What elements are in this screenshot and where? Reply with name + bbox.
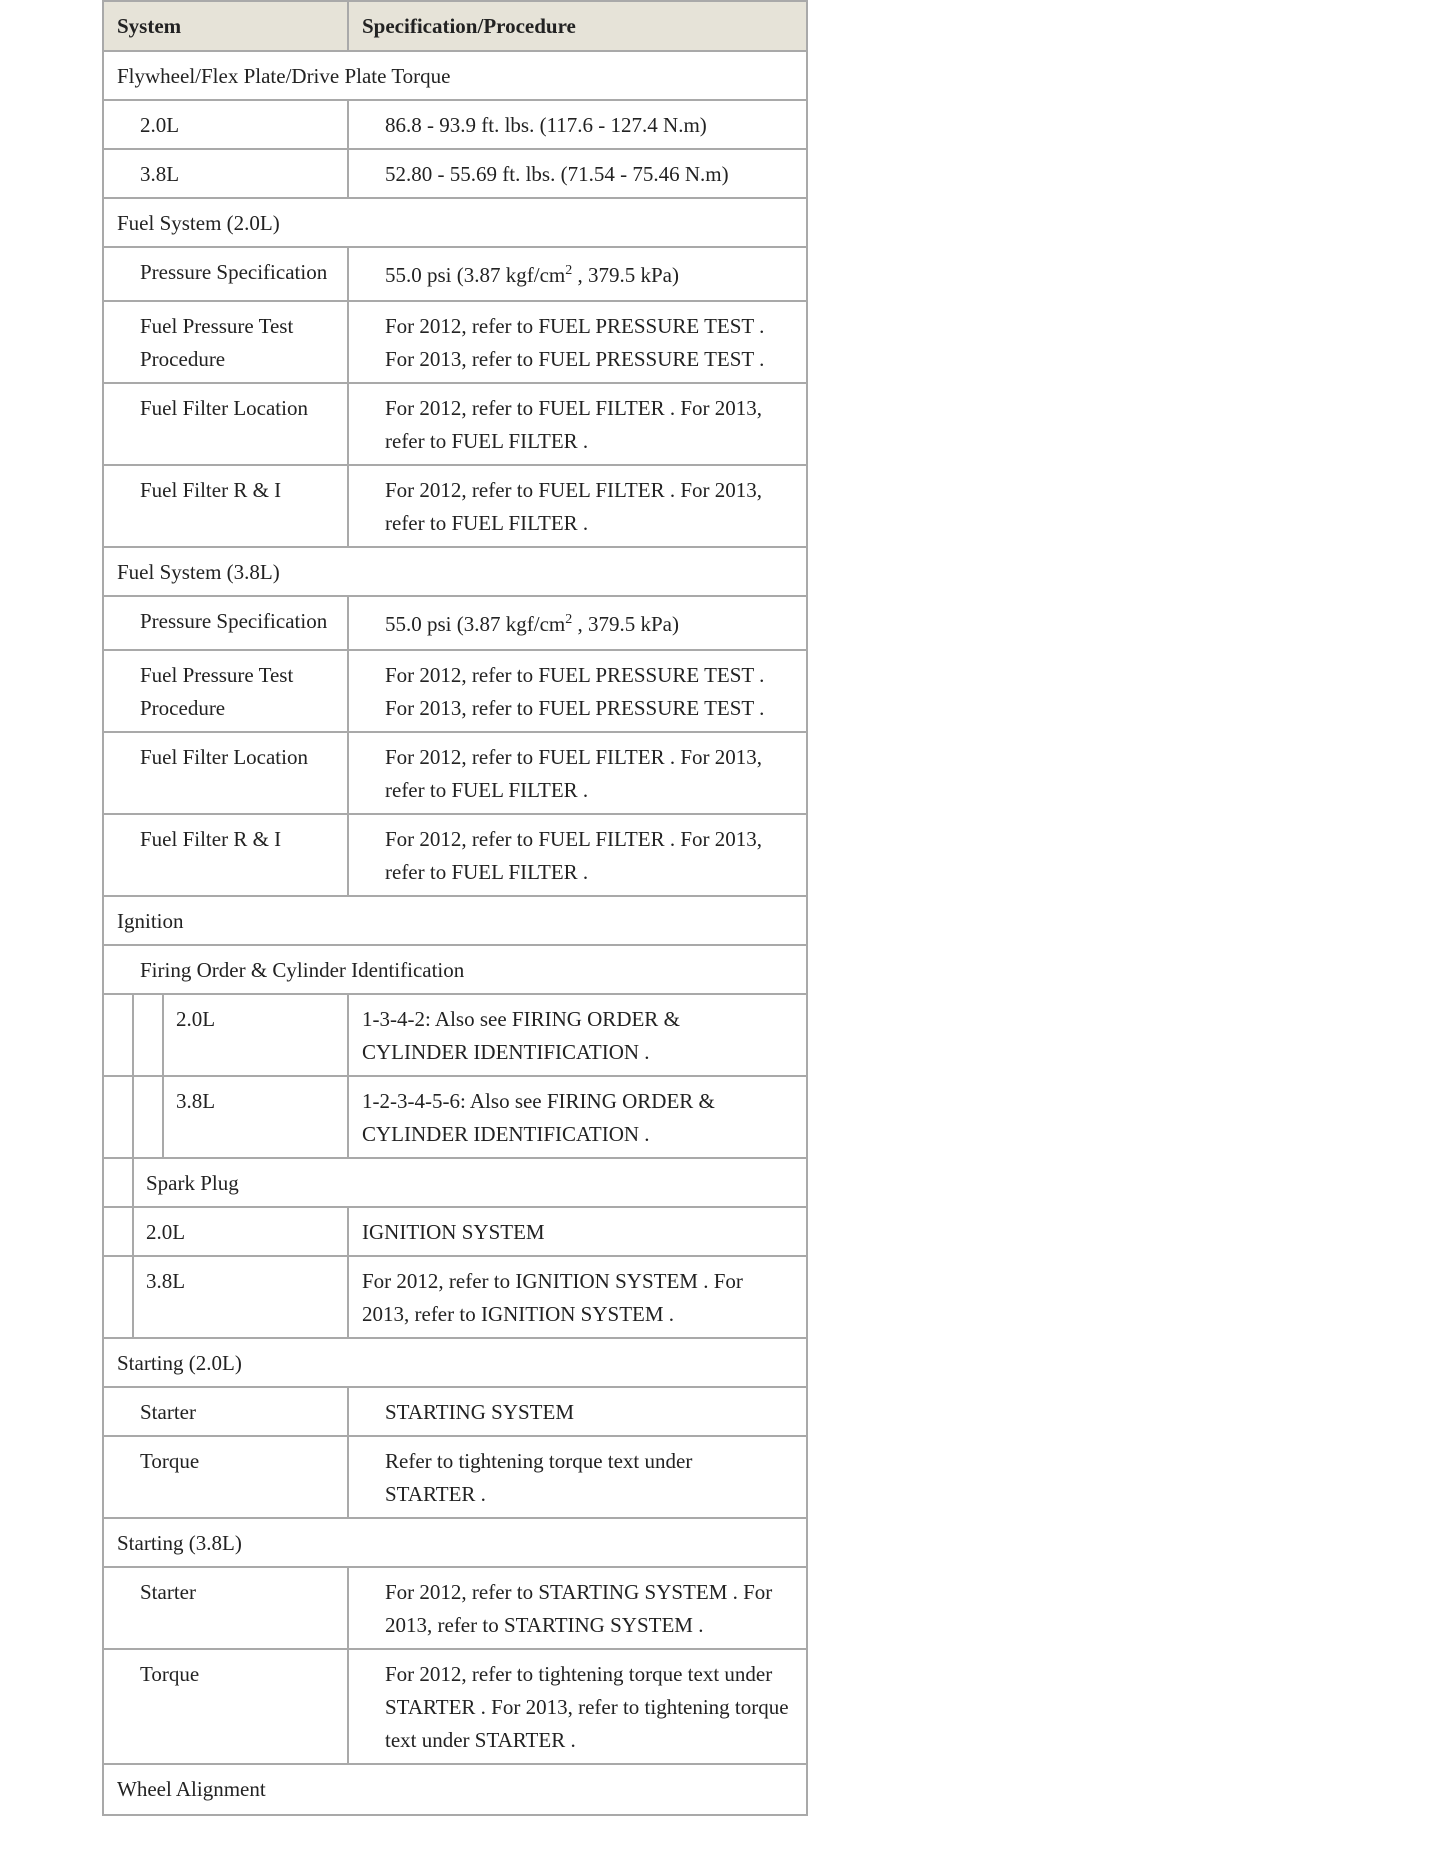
section-title: Starting (3.8L) [117, 1531, 242, 1555]
table-row [104, 150, 806, 199]
superscript: 2 [565, 263, 573, 278]
subsection-row-firing-order [104, 946, 806, 995]
system-cell: Fuel Filter Location [104, 733, 349, 813]
table-header-row [104, 2, 806, 52]
section-title: Flywheel/Flex Plate/Drive Plate Torque [117, 64, 451, 88]
section-row-starting-20 [104, 1339, 806, 1388]
system-cell: Fuel Filter R & I [104, 466, 349, 546]
header-spec: Specification/Procedure [362, 14, 576, 38]
table-row [104, 995, 806, 1077]
table-row [104, 101, 806, 150]
spec-cell: For 2012, refer to STARTING SYSTEM . For 2013, refer to STARTING SYSTEM . [385, 1580, 773, 1637]
section-title: Ignition [117, 909, 184, 933]
system-cell: Fuel Pressure Test Procedure [104, 302, 349, 382]
spec-cell: For 2012, refer to IGNITION SYSTEM . For 2013, refer to IGNITION SYSTEM . [362, 1269, 743, 1326]
table-row [104, 248, 806, 302]
section-title: Wheel Alignment [117, 1777, 266, 1801]
spec-cell: 1-2-3-4-5-6: Also see FIRING ORDER & CYLINDER IDENTIFICATION . [362, 1089, 715, 1146]
spec-cell: For 2012, refer to tightening torque text under STARTER . For 2013, refer to tightening torque text under STARTER . [385, 1662, 789, 1752]
system-cell: Fuel Filter Location [104, 384, 349, 464]
spec-cell: For 2012, refer to FUEL FILTER . For 2013, refer to FUEL FILTER . [385, 745, 763, 802]
subsection-row-spark-plug [104, 1159, 806, 1208]
spec-cell: For 2012, refer to FUEL PRESSURE TEST . For 2013, refer to FUEL PRESSURE TEST . [385, 314, 765, 371]
nest-divider [132, 1077, 134, 1157]
nest-divider [162, 1077, 164, 1157]
table-row [104, 1077, 806, 1159]
system-cell: Fuel Filter R & I [104, 815, 349, 895]
spec-cell: 86.8 - 93.9 ft. lbs. (117.6 - 127.4 N.m) [385, 113, 707, 137]
spec-cell: IGNITION SYSTEM [362, 1220, 545, 1244]
pressure-value-rest: , 379.5 kPa) [572, 612, 679, 636]
spec-cell: For 2012, refer to FUEL FILTER . For 2013, refer to FUEL FILTER . [385, 478, 763, 535]
spec-cell: For 2012, refer to FUEL FILTER . For 2013, refer to FUEL FILTER . [385, 827, 763, 884]
header-system: System [104, 2, 349, 50]
section-row-fuel-38 [104, 548, 806, 597]
system-cell: Fuel Pressure Test Procedure [104, 651, 349, 731]
system-cell: Torque [104, 1437, 349, 1517]
section-row-fuel-20 [104, 199, 806, 248]
table-row [104, 1437, 806, 1519]
table-row [104, 1388, 806, 1437]
section-title: Starting (2.0L) [117, 1351, 242, 1375]
table-row [104, 1650, 806, 1765]
table-row [104, 466, 806, 548]
spec-cell [349, 248, 806, 300]
system-cell: 3.8L [104, 1077, 349, 1157]
superscript: 2 [565, 612, 573, 627]
pressure-value: 55.0 psi (3.87 kgf/cm [385, 263, 566, 287]
table-row [104, 1208, 806, 1257]
spec-cell: Refer to tightening torque text under STARTER . [385, 1449, 693, 1506]
section-row-wheel-alignment [104, 1765, 806, 1814]
spec-cell: 52.80 - 55.69 ft. lbs. (71.54 - 75.46 N.m) [385, 162, 729, 186]
table-row [104, 1568, 806, 1650]
table-row [104, 815, 806, 897]
system-cell: Starter [104, 1388, 349, 1435]
system-cell: 3.8L [104, 150, 349, 197]
spec-cell: 1-3-4-2: Also see FIRING ORDER & CYLINDER IDENTIFICATION . [362, 1007, 680, 1064]
spec-cell: For 2012, refer to FUEL FILTER . For 2013, refer to FUEL FILTER . [385, 396, 763, 453]
subsection-title: Spark Plug [146, 1171, 239, 1195]
system-cell: 3.8L [104, 1257, 349, 1337]
table-row [104, 1257, 806, 1339]
system-cell: Torque [104, 1650, 349, 1763]
pressure-value-rest: , 379.5 kPa) [572, 263, 679, 287]
section-row-flywheel [104, 52, 806, 101]
pressure-value: 55.0 psi (3.87 kgf/cm [385, 612, 566, 636]
system-cell: 2.0L [104, 995, 349, 1075]
nest-divider [132, 995, 134, 1075]
system-cell: 2.0L [104, 101, 349, 148]
subsection-title: Firing Order & Cylinder Identification [140, 958, 465, 982]
nest-divider [132, 1208, 134, 1255]
table-row [104, 302, 806, 384]
nest-divider [162, 995, 164, 1075]
system-cell: Starter [104, 1568, 349, 1648]
table-row [104, 597, 806, 651]
section-row-ignition [104, 897, 806, 946]
spec-cell: For 2012, refer to FUEL PRESSURE TEST . For 2013, refer to FUEL PRESSURE TEST . [385, 663, 765, 720]
system-cell: Pressure Specification [104, 597, 349, 649]
table-row [104, 651, 806, 733]
system-cell: Pressure Specification [104, 248, 349, 300]
nest-divider [132, 1257, 134, 1337]
section-row-starting-38 [104, 1519, 806, 1568]
spec-cell: STARTING SYSTEM [385, 1400, 574, 1424]
table-row [104, 733, 806, 815]
system-cell: 2.0L [104, 1208, 349, 1255]
table-row [104, 384, 806, 466]
spec-cell [349, 597, 806, 649]
section-title: Fuel System (3.8L) [117, 560, 280, 584]
spec-table [102, 0, 808, 1816]
section-title: Fuel System (2.0L) [117, 211, 280, 235]
nest-divider [132, 1159, 134, 1206]
